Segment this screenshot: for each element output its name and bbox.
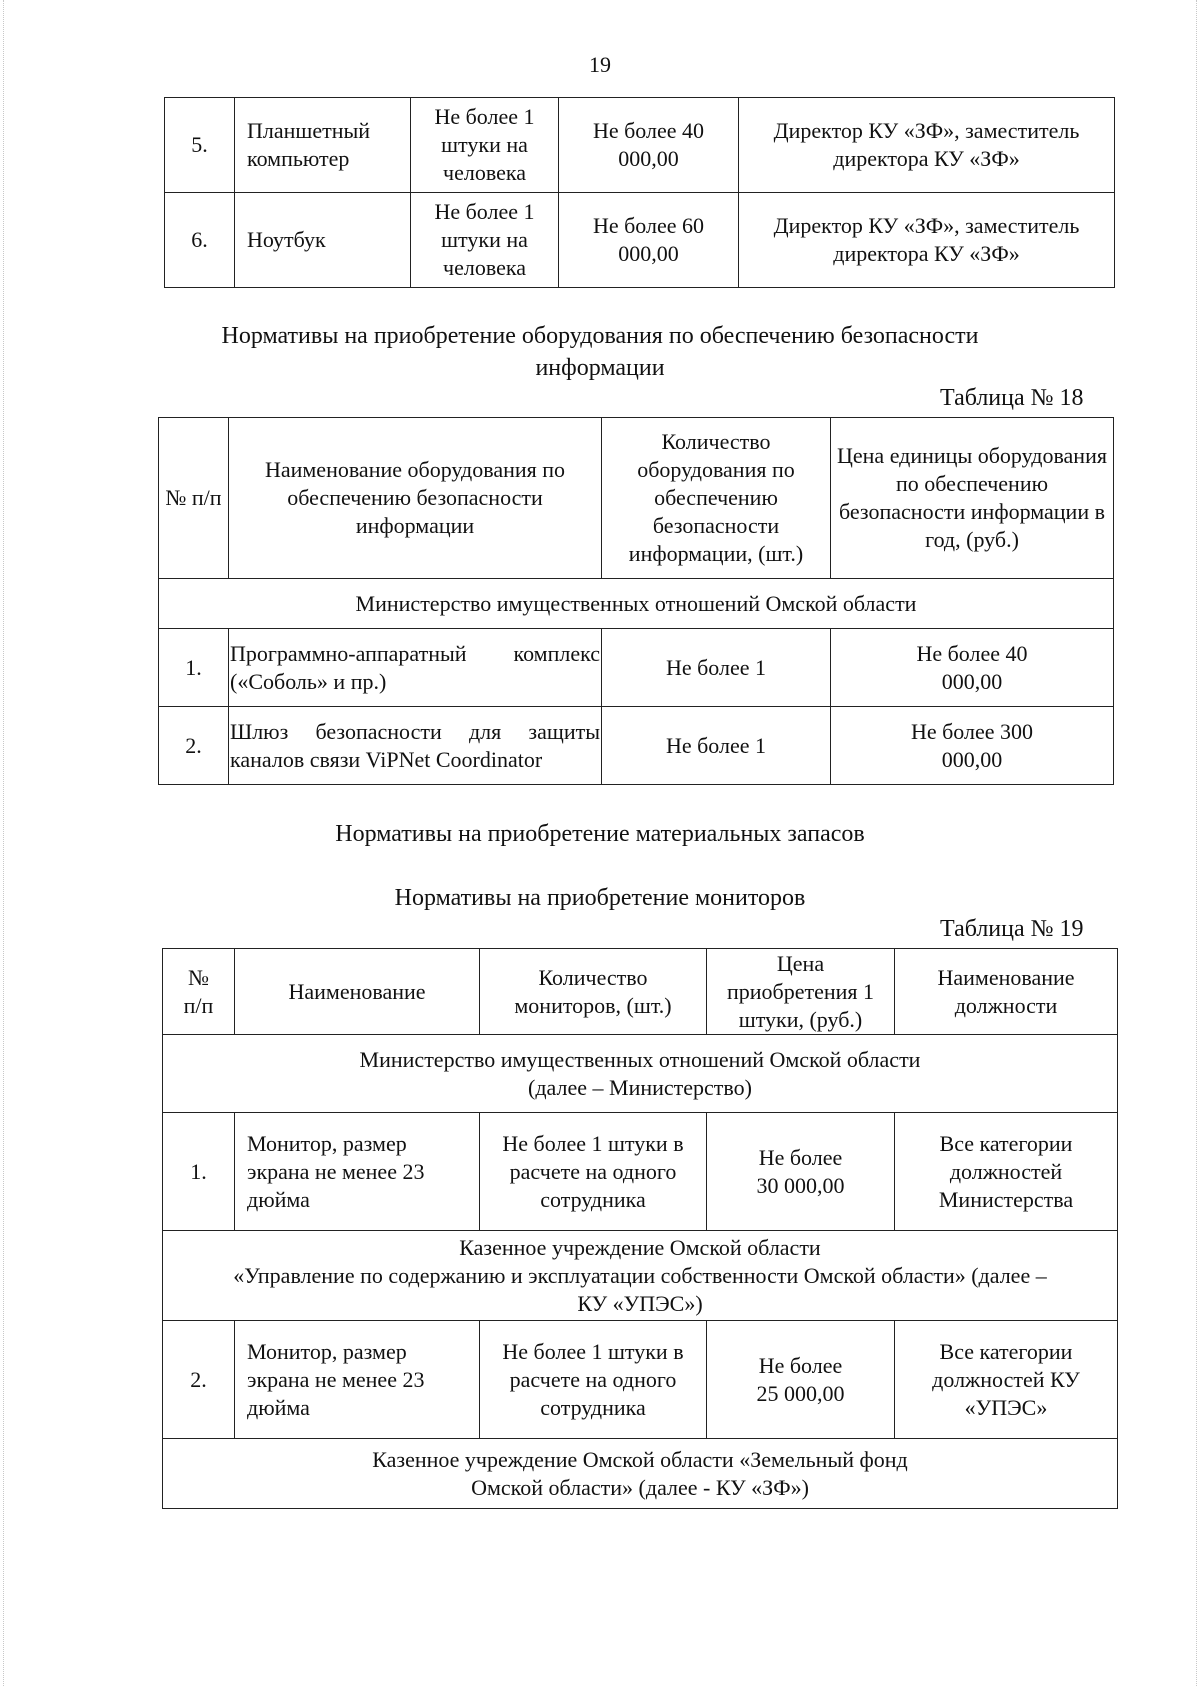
- group-ministry: [163, 1035, 1118, 1113]
- header-price: Цена единицы оборудования по обеспечению безопасности информации в год, (руб.): [831, 418, 1114, 579]
- title-line: информации: [535, 355, 665, 381]
- price: Не более 300 000,00: [831, 707, 1114, 785]
- table-row: [165, 98, 1115, 193]
- table-19-label: Таблица № 19: [940, 916, 1084, 942]
- header-quantity: Количество мониторов, (шт.): [480, 949, 707, 1035]
- quantity: Не более 1: [602, 707, 831, 785]
- price: Не более 30 000,00: [707, 1113, 895, 1231]
- table-header-row: [163, 949, 1118, 1035]
- row-number: 6.: [165, 193, 235, 288]
- header-name: Наименование: [235, 949, 480, 1035]
- table-row: [163, 1113, 1118, 1231]
- page-number: 19: [589, 52, 611, 77]
- price: Не более 40 000,00: [831, 629, 1114, 707]
- header-quantity: Количество оборудования по обеспечению безопасности информации, (шт.): [602, 418, 831, 579]
- quantity: Не более 1 штуки на человека: [411, 193, 559, 288]
- name-line: каналов связи ViPNet Coordinator: [230, 746, 543, 772]
- group-line: КУ «УПЭС»): [577, 1290, 703, 1316]
- group-row: [163, 1231, 1118, 1321]
- monitors-section-title: Нормативы на приобретение мониторов: [394, 885, 806, 911]
- table-row: [159, 707, 1114, 785]
- quantity: Не более 1 штуки на человека: [411, 98, 559, 193]
- group-upes: [163, 1231, 1118, 1321]
- security-section-title: [0, 320, 1200, 384]
- group-line: (далее – Министерство): [528, 1074, 752, 1100]
- group-row: [163, 1035, 1118, 1113]
- group-line: Министерство имущественных отношений Омской области: [359, 1046, 921, 1072]
- materials-section-title: Нормативы на приобретение материальных запасов: [335, 821, 865, 847]
- row-number: 5.: [165, 98, 235, 193]
- name-line: Шлюз безопасности для защиты: [230, 718, 600, 744]
- price: Не более 40 000,00: [559, 98, 739, 193]
- header-name: Наименование оборудования по обеспечению безопасности информации: [229, 418, 602, 579]
- equipment-name: [229, 629, 602, 707]
- table-row: [165, 193, 1115, 288]
- group-line: Казенное учреждение Омской области: [459, 1234, 821, 1260]
- row-number: 1.: [159, 629, 229, 707]
- equipment-name: Планшетный компьютер: [235, 98, 411, 193]
- table-19: [162, 948, 1118, 1509]
- group-line: Омской области» (далее - КУ «ЗФ»): [471, 1474, 809, 1500]
- position: Директор КУ «ЗФ», заместитель директора КУ «ЗФ»: [739, 193, 1115, 288]
- name-line: Программно-аппаратный комплекс: [230, 640, 600, 666]
- group-line: Казенное учреждение Омской области «Земельный фонд: [372, 1446, 908, 1472]
- group-row: [163, 1439, 1118, 1509]
- position: Все категории должностей Министерства: [895, 1113, 1118, 1231]
- monitor-name: Монитор, размер экрана не менее 23 дюйма: [235, 1113, 480, 1231]
- header-number: № п/п: [163, 949, 235, 1035]
- row-number: 1.: [163, 1113, 235, 1231]
- monitor-name: Монитор, размер экрана не менее 23 дюйма: [235, 1321, 480, 1439]
- position: Директор КУ «ЗФ», заместитель директора КУ «ЗФ»: [739, 98, 1115, 193]
- quantity: Не более 1 штуки в расчете на одного сотрудника: [480, 1321, 707, 1439]
- header-number: № п/п: [159, 418, 229, 579]
- table-18: [158, 417, 1114, 785]
- position: Все категории должностей КУ «УПЭС»: [895, 1321, 1118, 1439]
- table-18-label: Таблица № 18: [940, 385, 1084, 411]
- price: Не более 25 000,00: [707, 1321, 895, 1439]
- price: Не более 60 000,00: [559, 193, 739, 288]
- equipment-name: Ноутбук: [235, 193, 411, 288]
- group-zf: [163, 1439, 1118, 1509]
- group-row: [159, 579, 1114, 629]
- group-line: «Управление по содержанию и эксплуатации собственности Омской области» (далее –: [233, 1262, 1047, 1288]
- quantity: Не более 1 штуки в расчете на одного сотрудника: [480, 1113, 707, 1231]
- table-row: [163, 1321, 1118, 1439]
- table-17-continuation: [164, 97, 1115, 288]
- title-line: Нормативы на приобретение оборудования по обеспечению безопасности: [221, 323, 979, 349]
- equipment-name: [229, 707, 602, 785]
- table-header-row: [159, 418, 1114, 579]
- quantity: Не более 1: [602, 629, 831, 707]
- table-row: [159, 629, 1114, 707]
- row-number: 2.: [163, 1321, 235, 1439]
- group-ministry: Министерство имущественных отношений Омской области: [159, 579, 1114, 629]
- header-price: Цена приобретения 1 штуки, (руб.): [707, 949, 895, 1035]
- header-position: Наименование должности: [895, 949, 1118, 1035]
- row-number: 2.: [159, 707, 229, 785]
- name-line: («Соболь» и пр.): [230, 668, 387, 694]
